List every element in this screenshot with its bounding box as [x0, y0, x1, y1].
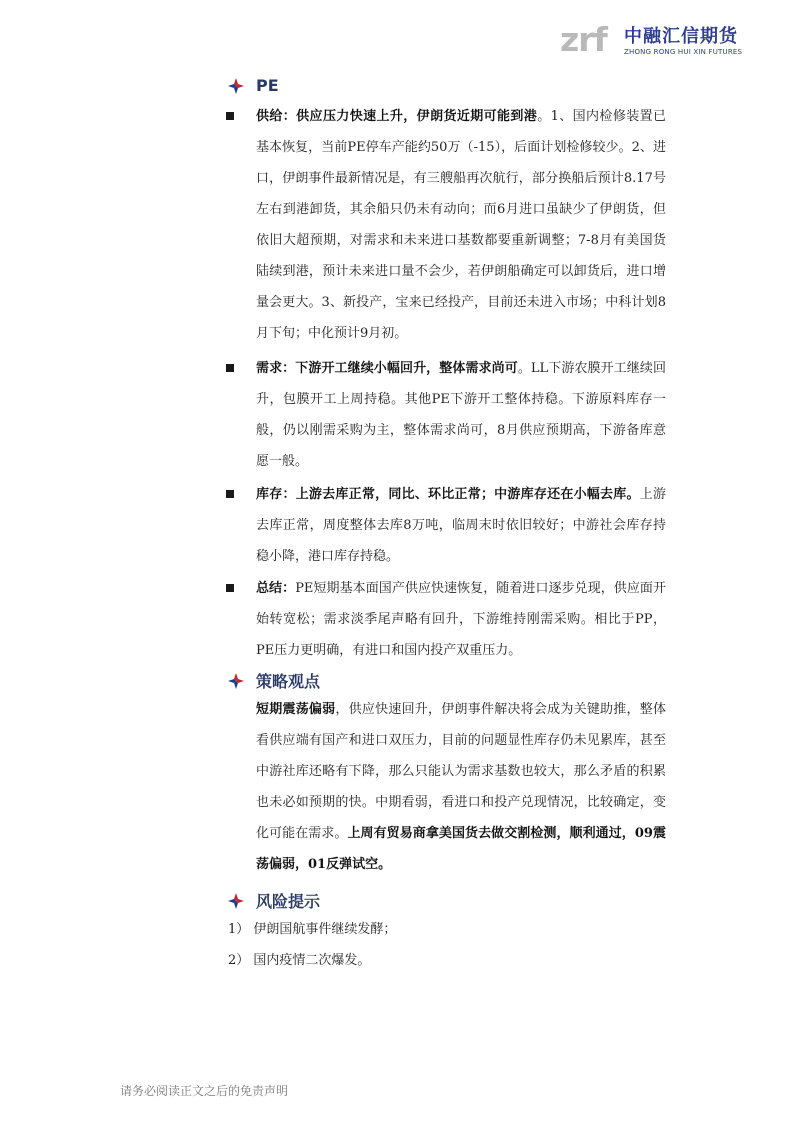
risk-item-1: 1） 伊朗国航事件继续发酵；	[228, 922, 397, 937]
pe-summary-paragraph	[256, 573, 666, 666]
section-heading-pe	[228, 76, 279, 95]
body-text: PE短期基本面国产供应快速恢复，随着进口逐步兑现，供应面开始转宽松；需求淡季尾声略有回升，下游维持刚需采购。相比于PP，PE压力更明确，有进口和国内投产双重压力。	[256, 581, 666, 658]
lead-text: 需求：下游开工继续小幅回升，整体需求尚可	[256, 361, 518, 376]
company-logo	[560, 20, 760, 68]
lead-text: 总结：	[256, 581, 296, 596]
section-heading-strategy	[228, 669, 320, 692]
pin-icon	[228, 78, 244, 94]
tail-text: 上周有贸易商拿美国货去做交割检测，顺利通过，09震荡偏弱，01反弹试空。	[256, 826, 666, 872]
body-text: 。LL下游农膜开工继续回升，包膜开工上周持稳。其他PE下游开工整体持稳。下游原料库存一般，仍以刚需采购为主，整体需求尚可，8月供应预期高，下游备库意愿一般。	[256, 361, 666, 469]
pin-icon	[228, 673, 244, 689]
section-title: 风险提示	[256, 892, 321, 911]
logo-name: 中融汇信期货	[624, 26, 738, 47]
body-text: 上游去库正常，周度整体去库8万吨，临周末时依旧较好；中游社会库存持稳小降，港口库存持稳。	[256, 487, 666, 564]
pe-supply-paragraph	[256, 101, 666, 349]
body-text: 。1、国内检修装置已基本恢复，当前PE停车产能约50万（-15），后面计划检修较少。2、进口，伊朗事件最新情况是，有三艘船再次航行，部分换船后预计8.17号左右到港卸货，其余船只仍未有动向；而6月进口虽缺少了伊朗货，但依旧大超预期，对需求和未来进口基数都要重新调整；7-8月有美国货陆续到港，预计未来进口量不会少，若伊朗船确定可以卸货后，进口增量会更大。3、新投产，宝来已经投产，目前还未进入市场；中科计划8月下旬；中化预计9月初。	[256, 109, 666, 341]
section-heading-risk	[228, 889, 320, 912]
pe-demand-paragraph	[256, 353, 666, 477]
section-title: 策略观点	[256, 672, 321, 691]
bullet-square-icon	[226, 584, 234, 592]
bullet-square-icon	[226, 112, 234, 120]
bullet-square-icon	[226, 364, 234, 372]
pe-inventory-paragraph	[256, 479, 666, 572]
strategy-paragraph	[256, 694, 666, 880]
logo-mark: zrf	[560, 20, 607, 59]
disclaimer-footer: 请务必阅读正文之后的免责声明	[120, 1084, 289, 1098]
risk-item-2: 2） 国内疫情二次爆发。	[228, 953, 371, 968]
lead-text: 库存：上游去库正常，同比、环比正常；中游库存还在小幅去库。	[256, 487, 640, 502]
logo-name-en: ZHONG RONG HUI XIN FUTURES	[624, 48, 743, 56]
bullet-square-icon	[226, 490, 234, 498]
lead-text: 供给：供应压力快速上升，伊朗货近期可能到港	[256, 109, 538, 124]
lead-text: 短期震荡偏弱	[256, 702, 336, 717]
pin-icon	[228, 893, 244, 909]
body-text: ，供应快速回升，伊朗事件解决将会成为关键助推，整体看供应端有国产和进口双压力，目前的问题显性库存仍未见累库，甚至中游社库还略有下降，那么只能认为需求基数也较大，那么矛盾的积累也未必如预期的快。中期看弱，看进口和投产兑现情况，比较确定，变化可能在需求。	[256, 702, 666, 841]
section-title: PE	[256, 76, 279, 95]
